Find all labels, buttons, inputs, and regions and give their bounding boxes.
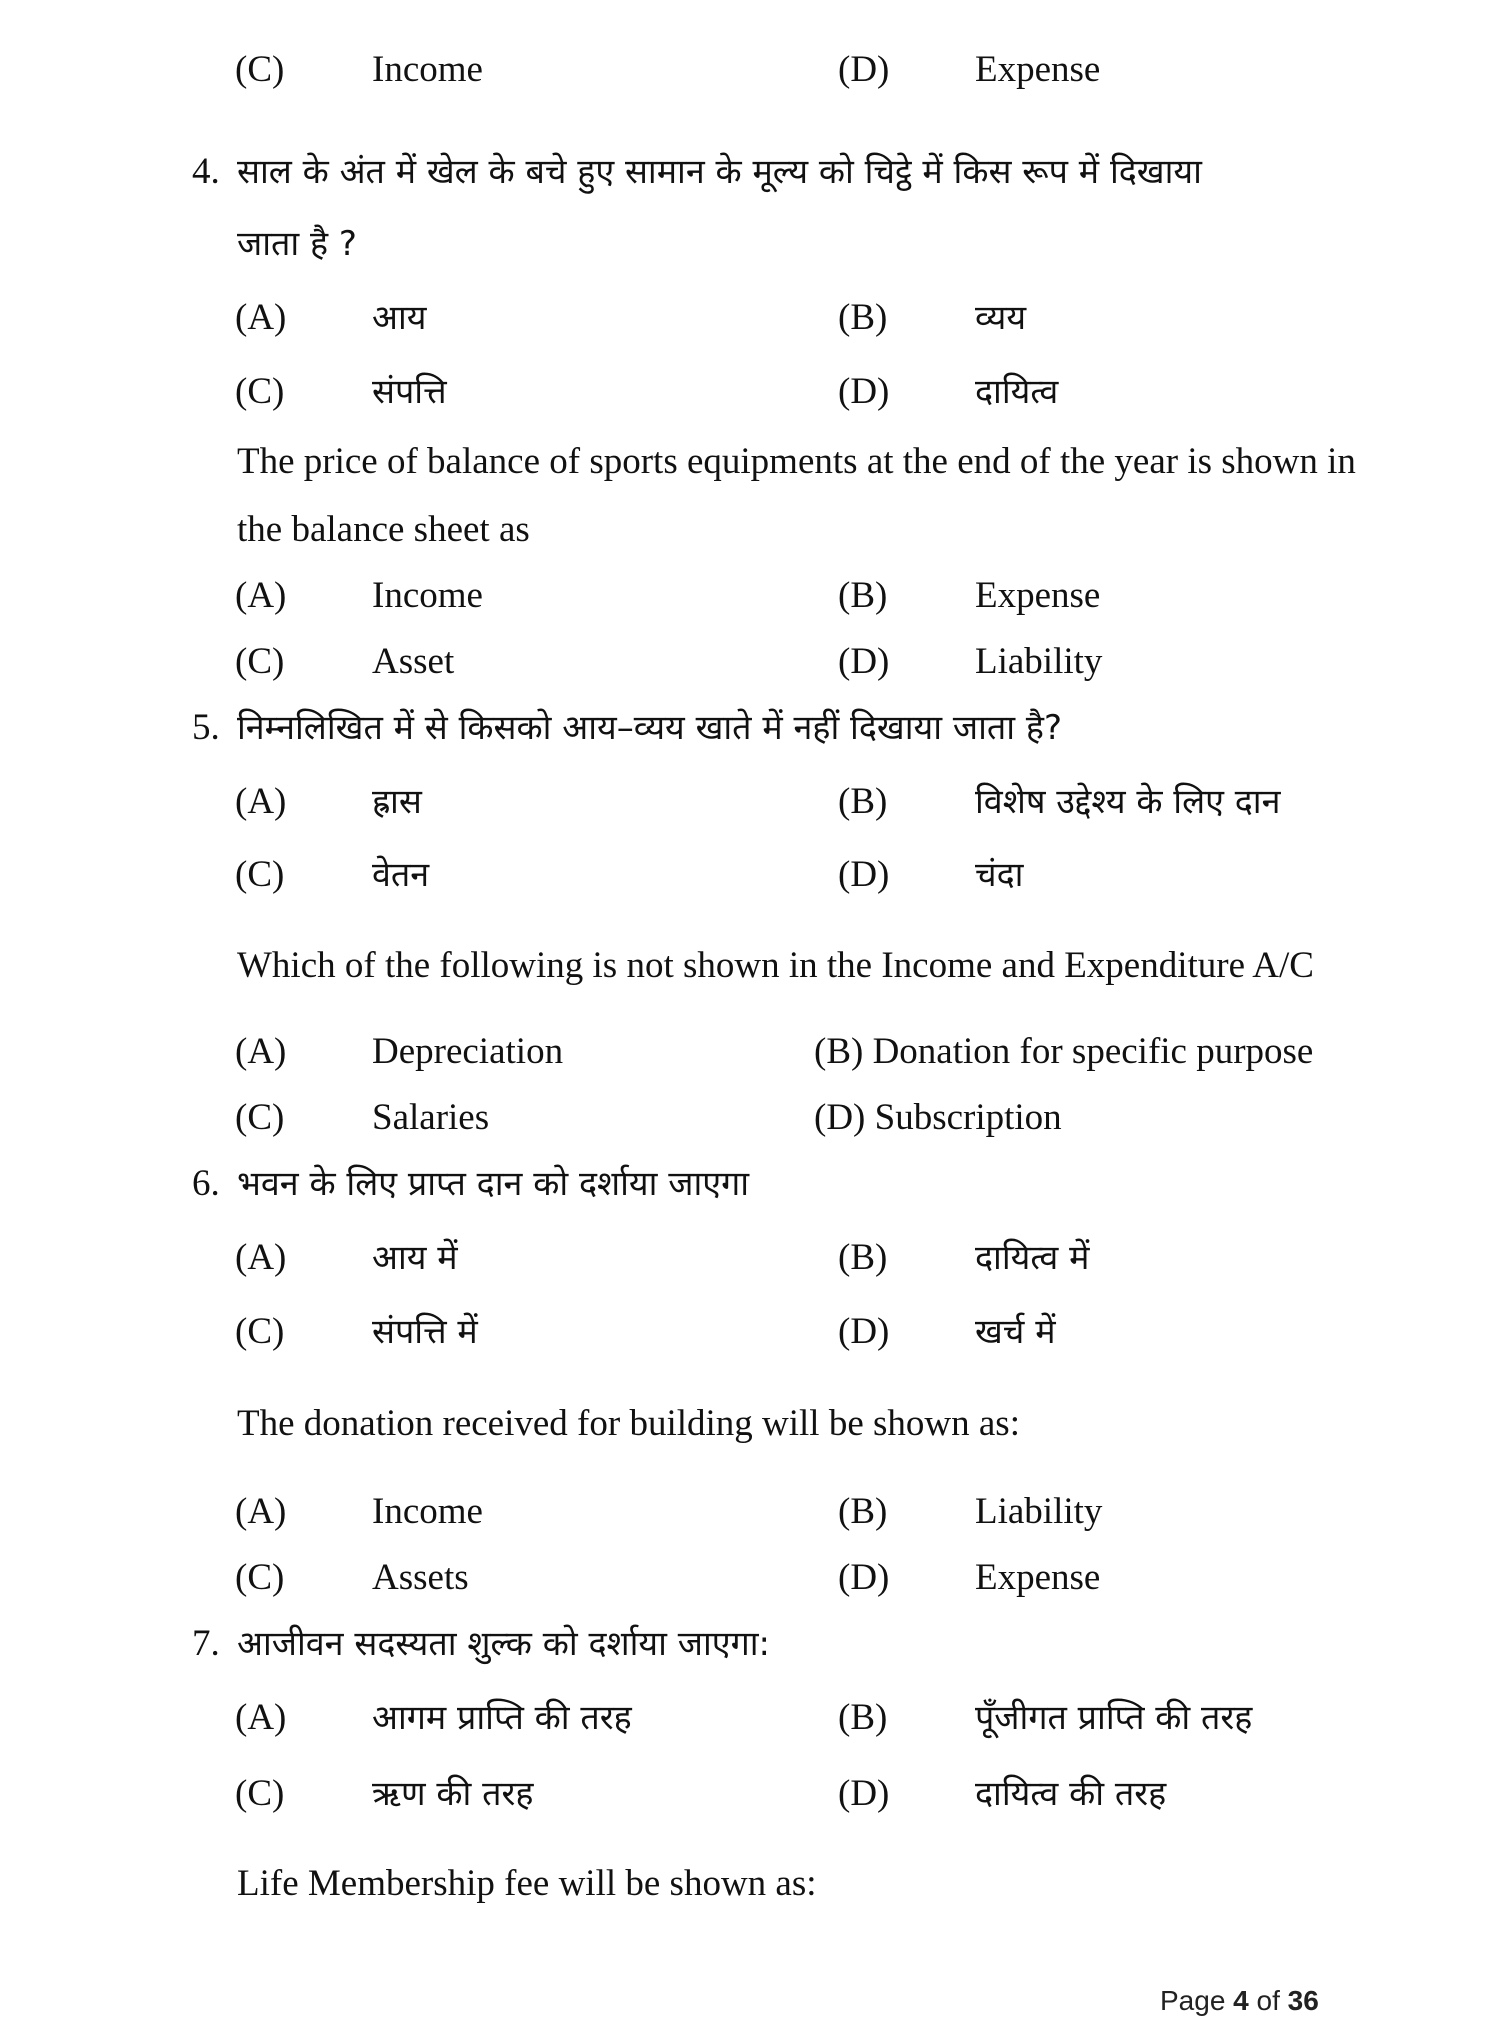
q6-hindi-option-b-text: दायित्व में	[975, 1238, 1090, 1278]
q5-number: 5.	[192, 707, 220, 748]
q6-english-text1: The donation received for building will be shown as:	[237, 1403, 1020, 1444]
q5-hindi-option-c-label: (C)	[235, 854, 285, 895]
q3-option-c-text: Income	[372, 49, 483, 90]
q4-number: 4.	[192, 151, 220, 192]
q6-hindi-option-c-text: संपत्ति में	[372, 1312, 478, 1352]
page-current: 4	[1233, 1985, 1249, 2016]
q4-english-text2: the balance sheet as	[237, 509, 530, 550]
q6-english-option-d-text: Expense	[975, 1557, 1101, 1598]
q4-hindi-text1: साल के अंत में खेल के बचे हुए सामान के मूल्य को चिट्ठे में किस रूप में दिखाया	[237, 152, 1202, 192]
q6-english-option-a-text: Income	[372, 1491, 483, 1532]
q6-hindi-option-c-label: (C)	[235, 1311, 285, 1352]
q6-english-option-b-label: (B)	[838, 1491, 888, 1532]
q7-english-text1: Life Membership fee will be shown as:	[237, 1863, 817, 1904]
q6-hindi-option-d-label: (D)	[838, 1311, 890, 1352]
q6-hindi-option-d-text: खर्च में	[975, 1312, 1056, 1352]
q7-hindi-option-c-label: (C)	[235, 1773, 285, 1814]
q5-english-option-a-label: (A)	[235, 1031, 287, 1072]
q4-english-option-c-label: (C)	[235, 641, 285, 682]
q7-hindi-option-b-label: (B)	[838, 1697, 888, 1738]
q7-hindi-option-b-text: पूँजीगत प्राप्ति की तरह	[975, 1698, 1253, 1738]
page-total: 36	[1287, 1985, 1319, 2016]
q7-hindi-text1: आजीवन सदस्यता शुल्क को दर्शाया जाएगा:	[237, 1624, 770, 1664]
q5-hindi-option-d-label: (D)	[838, 854, 890, 895]
q5-english-option-d-text: (D) Subscription	[814, 1097, 1062, 1138]
q5-hindi-option-b-text: विशेष उद्देश्य के लिए दान	[975, 782, 1281, 822]
q7-hindi-option-a-text: आगम प्राप्ति की तरह	[372, 1698, 632, 1738]
q7-hindi-option-c-text: ऋण की तरह	[372, 1774, 534, 1814]
q5-hindi-option-a-text: ह्रास	[372, 782, 422, 822]
q6-number: 6.	[192, 1163, 220, 1204]
q4-hindi-text2: जाता है ?	[237, 224, 357, 264]
q3-option-d-label: (D)	[838, 49, 890, 90]
q5-english-option-b-text: (B) Donation for specific purpose	[814, 1031, 1314, 1072]
q7-number: 7.	[192, 1623, 220, 1664]
q4-hindi-option-b-label: (B)	[838, 297, 888, 338]
q4-english-option-d-label: (D)	[838, 641, 890, 682]
q5-english-option-c-label: (C)	[235, 1097, 285, 1138]
q4-english-option-a-text: Income	[372, 575, 483, 616]
q5-hindi-option-c-text: वेतन	[372, 855, 430, 895]
q4-english-option-b-text: Expense	[975, 575, 1101, 616]
q5-english-option-c-text: Salaries	[372, 1097, 490, 1138]
q4-english-text1: The price of balance of sports equipments at the end of the year is shown in	[237, 441, 1356, 482]
q5-english-text1: Which of the following is not shown in the Income and Expenditure A/C	[237, 945, 1314, 986]
q4-english-option-d-text: Liability	[975, 641, 1103, 682]
q6-english-option-b-text: Liability	[975, 1491, 1103, 1532]
q4-hindi-option-a-label: (A)	[235, 297, 287, 338]
q4-english-option-c-text: Asset	[372, 641, 455, 682]
q5-hindi-option-d-text: चंदा	[975, 855, 1024, 895]
q4-hindi-option-c-label: (C)	[235, 371, 285, 412]
q6-english-option-c-label: (C)	[235, 1557, 285, 1598]
q6-english-option-d-label: (D)	[838, 1557, 890, 1598]
q4-english-option-b-label: (B)	[838, 575, 888, 616]
q5-hindi-option-a-label: (A)	[235, 781, 287, 822]
q7-hindi-option-d-label: (D)	[838, 1773, 890, 1814]
q4-english-option-a-label: (A)	[235, 575, 287, 616]
q7-hindi-option-d-text: दायित्व की तरह	[975, 1774, 1167, 1814]
q6-hindi-text1: भवन के लिए प्राप्त दान को दर्शाया जाएगा	[237, 1164, 750, 1204]
q6-hindi-option-a-text: आय में	[372, 1238, 458, 1278]
q4-hindi-option-c-text: संपत्ति	[372, 372, 447, 412]
q4-hindi-option-d-text: दायित्व	[975, 372, 1059, 412]
q6-english-option-a-label: (A)	[235, 1491, 287, 1532]
q3-option-d-text: Expense	[975, 49, 1101, 90]
q3-option-c-label: (C)	[235, 49, 285, 90]
page-prefix: Page	[1160, 1985, 1234, 2016]
q6-hindi-option-b-label: (B)	[838, 1237, 888, 1278]
q5-hindi-text1: निम्नलिखित में से किसको आय–व्यय खाते में नहीं दिखाया जाता है?	[237, 708, 1062, 748]
page-middle: of	[1248, 1985, 1288, 2016]
q6-english-option-c-text: Assets	[372, 1557, 469, 1598]
q5-english-option-a-text: Depreciation	[372, 1031, 564, 1072]
q4-hindi-option-b-text: व्यय	[975, 298, 1027, 338]
q7-hindi-option-a-label: (A)	[235, 1697, 287, 1738]
q5-hindi-option-b-label: (B)	[838, 781, 888, 822]
q4-hindi-option-a-text: आय	[372, 298, 427, 338]
page-number	[1160, 1985, 1319, 2017]
q6-hindi-option-a-label: (A)	[235, 1237, 287, 1278]
q4-hindi-option-d-label: (D)	[838, 371, 890, 412]
